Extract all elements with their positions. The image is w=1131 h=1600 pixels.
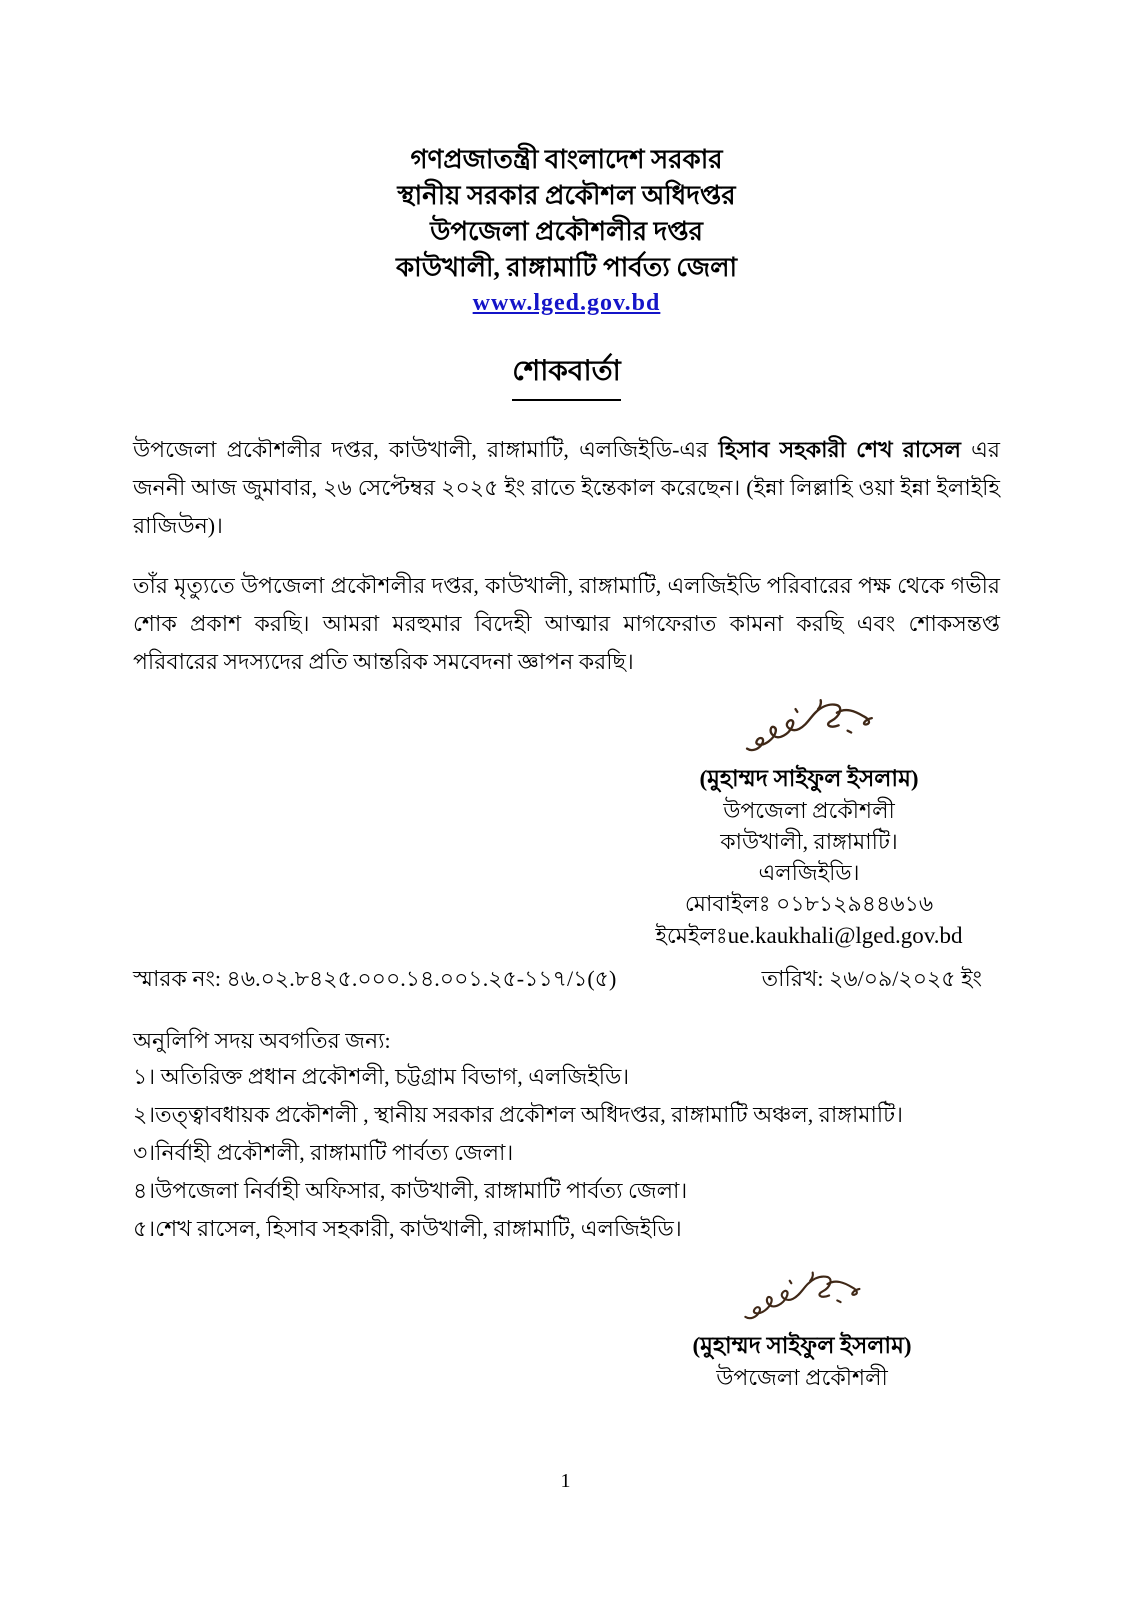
- copy-item-4: ৪।উপজেলা নির্বাহী অফিসার, কাউখালী, রাঙ্গামাটি পার্বত্য জেলা।: [133, 1178, 688, 1203]
- deceased-relative-name: হিসাব সহকারী শেখ রাসেল: [718, 437, 961, 462]
- body-paragraph-2: তাঁর মৃত্যুতে উপজেলা প্রকৌশলীর দপ্তর, কাউখালী, রাঙ্গামাটি, এলজিইডি পরিবারের পক্ষ থেকে গভীর শোক প্রকাশ করছি। আমরা মরহুমার বিদেহী আত্মার মাগফেরাত কামনা করছি এবং শোকসন্তপ্ত পরিবারের সদস্যদের প্রতি আন্তরিক সমবেদনা জ্ঞাপন করছি।: [133, 573, 1000, 674]
- mobile-label: মোবাইলঃ: [684, 891, 777, 916]
- district-name: কাউখালী, রাঙ্গামাটি পার্বত্য জেলা: [395, 253, 738, 282]
- mobile-number: ০১৮১২৯৪৪৬১৬: [776, 891, 934, 916]
- email-address: ue.kaukhali@lged.gov.bd: [727, 923, 963, 948]
- signatory-organization: এলজিইডি।: [758, 860, 860, 885]
- email-label: ইমেইলঃ: [655, 923, 728, 948]
- copy-item-1: ১। অতিরিক্ত প্রধান প্রকৌশলী, চট্টগ্রাম বিভাগ, এলজিইডি।: [133, 1064, 630, 1089]
- signatory-name: (মুহাম্মদ সাইফুল ইসলাম): [699, 766, 919, 791]
- signature-image: [725, 693, 893, 763]
- page-title: শোকবার্তা: [512, 349, 620, 401]
- copy-item-3: ৩।নির্বাহী প্রকৌশলী, রাঙ্গামাটি পার্বত্য জেলা।: [133, 1140, 514, 1165]
- department-name: স্থানীয় সরকার প্রকৌশল অধিদপ্তর: [397, 181, 736, 210]
- signatory-location: কাউখালী, রাঙ্গামাটি।: [720, 829, 898, 854]
- signatory-role: উপজেলা প্রকৌশলী: [716, 1365, 888, 1390]
- para1-text-continued: এর জননী আজ জুমাবার, ২৬ সেপ্টেম্বর ২০২৫ ইং রাতে ইন্তেকাল করেছেন। (ইন্না লিল্লাহি ওয়া ইন্না ইলাইহি রাজিউন)।: [133, 437, 1001, 538]
- letterhead: [133, 142, 1000, 323]
- para1-text: উপজেলা প্রকৌশলীর দপ্তর, কাউখালী, রাঙ্গামাটি, এলজিইডি-এর: [133, 437, 719, 462]
- signature-block-2: [616, 1266, 988, 1393]
- website-row: [133, 286, 1000, 323]
- copy-list-heading: অনুলিপি সদয় অবগতির জন্য:: [133, 1028, 391, 1053]
- page-number: 1: [560, 1470, 571, 1492]
- website-link[interactable]: www.lged.gov.bd: [472, 290, 661, 316]
- body-paragraph-1: [133, 431, 1000, 545]
- copy-item-5: ৫।শেখ রাসেল, হিসাব সহকারী, কাউখালী, রাঙ্গামাটি, এলজিইডি।: [133, 1216, 682, 1241]
- copy-list: [133, 1024, 1000, 1248]
- office-name: উপজেলা প্রকৌশলীর দপ্তর: [430, 217, 703, 246]
- title-row: [133, 349, 1000, 401]
- signatory-email: [618, 919, 1000, 952]
- memo-number: স্মারক নং: ৪৬.০২.৮৪২৫.০০০.১৪.০০১.২৫-১১৭/১(৫): [133, 966, 617, 991]
- copy-item-2: ২।তত্ত্বাবধায়ক প্রকৌশলী , স্থানীয় সরকার প্রকৌশল অধিদপ্তর, রাঙ্গামাটি অঞ্চল, রাঙ্গামাটি।: [133, 1102, 903, 1127]
- memo-row: [133, 964, 1000, 994]
- signatory-role: উপজেলা প্রকৌশলী: [723, 798, 895, 823]
- signature-image: [725, 1266, 879, 1330]
- signatory-mobile: [618, 888, 1000, 919]
- government-name: গণপ্রজাতন্ত্রী বাংলাদেশ সরকার: [410, 145, 723, 174]
- memo-date: তারিখ: ২৬/০৯/২০২৫ ইং: [761, 966, 982, 991]
- signature-block-1: [618, 693, 1000, 952]
- signatory-name: (মুহাম্মদ সাইফুল ইসলাম): [692, 1333, 912, 1358]
